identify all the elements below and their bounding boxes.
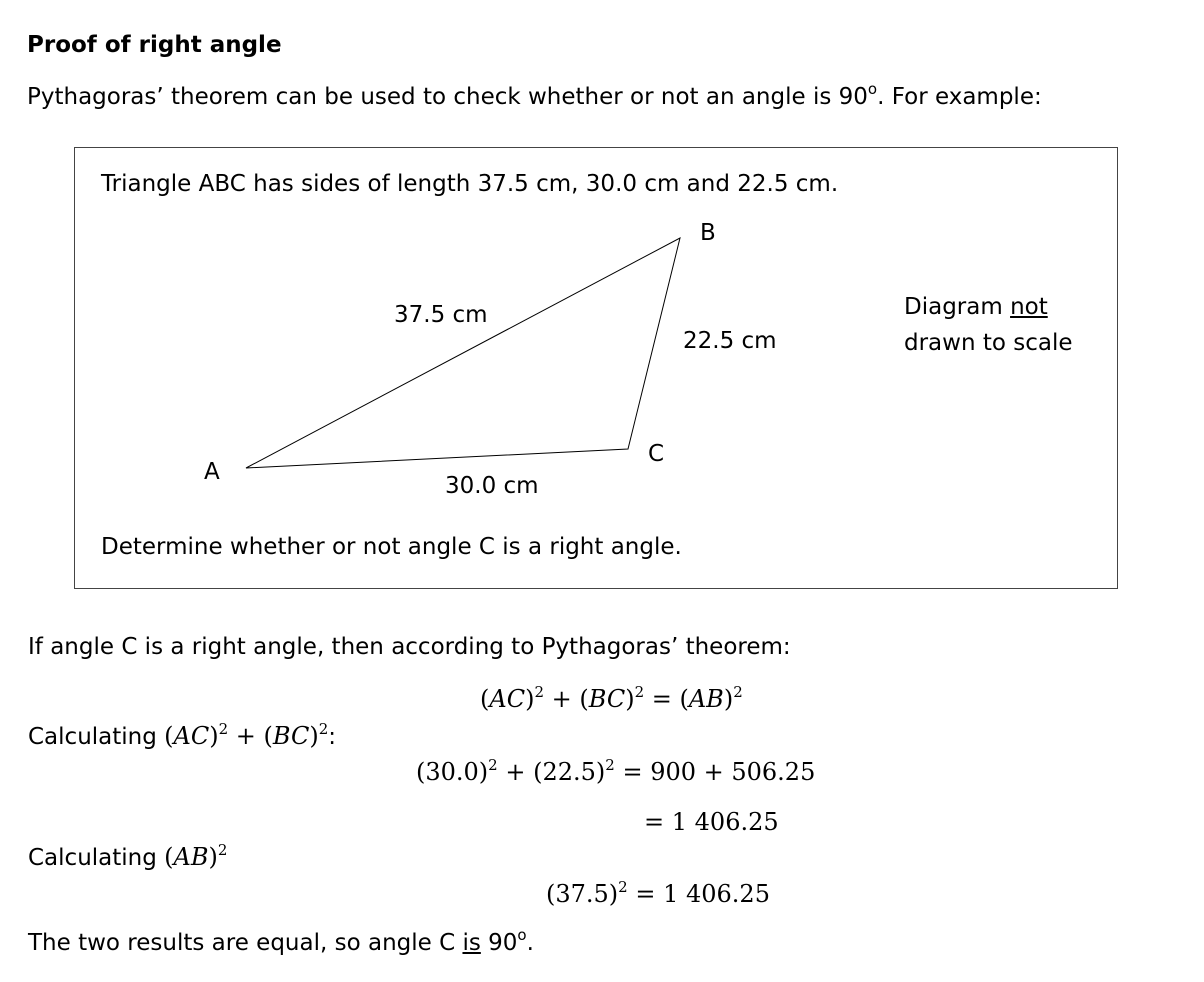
step1-result-line: = 1 406.25 [644, 808, 779, 836]
conclusion-end: . [526, 930, 534, 956]
step1-label-colon: : [328, 724, 337, 750]
triangle-statement: Triangle ABC has sides of length 37.5 cm, 30.0 cm and 22.5 cm. [101, 171, 839, 197]
vertex-label-b: B [700, 220, 716, 246]
step1-rhs: 900 + 506.25 [650, 758, 816, 786]
side-label-ac: 30.0 cm [445, 473, 539, 499]
side-label-bc: 22.5 cm [683, 328, 777, 354]
conclusion-part2: 90 [480, 930, 518, 956]
pythagoras-equation: (AC)$^2$ + (BC)$^2$ = (AB)$^2$ [480, 683, 743, 713]
step2-label-text: Calculating [28, 845, 165, 871]
vertex-label-a: A [204, 459, 220, 485]
step1-label [28, 722, 336, 750]
vertex-label-c: C [648, 441, 665, 467]
scale-note-line2: drawn to scale [904, 330, 1073, 356]
intro-tail: . For example: [877, 84, 1042, 110]
scale-note-not: not [1010, 294, 1048, 320]
intro-main: Pythagoras’ theorem can be used to check whether or not an angle is 90 [27, 84, 868, 110]
step2-term: (37.5) [546, 880, 619, 908]
step1-result: 1 406.25 [671, 808, 779, 836]
example-question: Determine whether or not angle C is a right angle. [101, 534, 682, 560]
step1-term2: (22.5) [533, 758, 606, 786]
step2-label-math: (AB)$^2$ [164, 841, 228, 871]
side-label-ab: 37.5 cm [394, 302, 488, 328]
premise-text: If angle C is a right angle, then according to Pythagoras’ theorem: [28, 634, 791, 660]
step1-term1: (30.0) [416, 758, 489, 786]
conclusion-text [28, 926, 534, 956]
conclusion-degree: o [517, 926, 527, 944]
triangle-abc [246, 238, 680, 468]
step2-equation: $(37.5)^2 = 1$ 406.25 [546, 878, 770, 908]
step2-label [28, 843, 227, 871]
step1-label-text: Calculating [28, 724, 165, 750]
step2-result: 1 406.25 [663, 880, 770, 908]
step1-label-math: (AC)$^2$ + (BC)$^2$ [164, 720, 329, 750]
conclusion-is: is [462, 930, 481, 956]
page-title: Proof of right angle [27, 32, 282, 58]
step1-equation: $(30.0)^2 + (22.5)^2 = 900 + 506.25$ [416, 756, 816, 786]
scale-note-line1 [904, 294, 1048, 320]
intro-degree: o [867, 80, 878, 98]
conclusion-part1: The two results are equal, so angle C [28, 930, 463, 956]
scale-note-text: Diagram [904, 294, 1011, 320]
